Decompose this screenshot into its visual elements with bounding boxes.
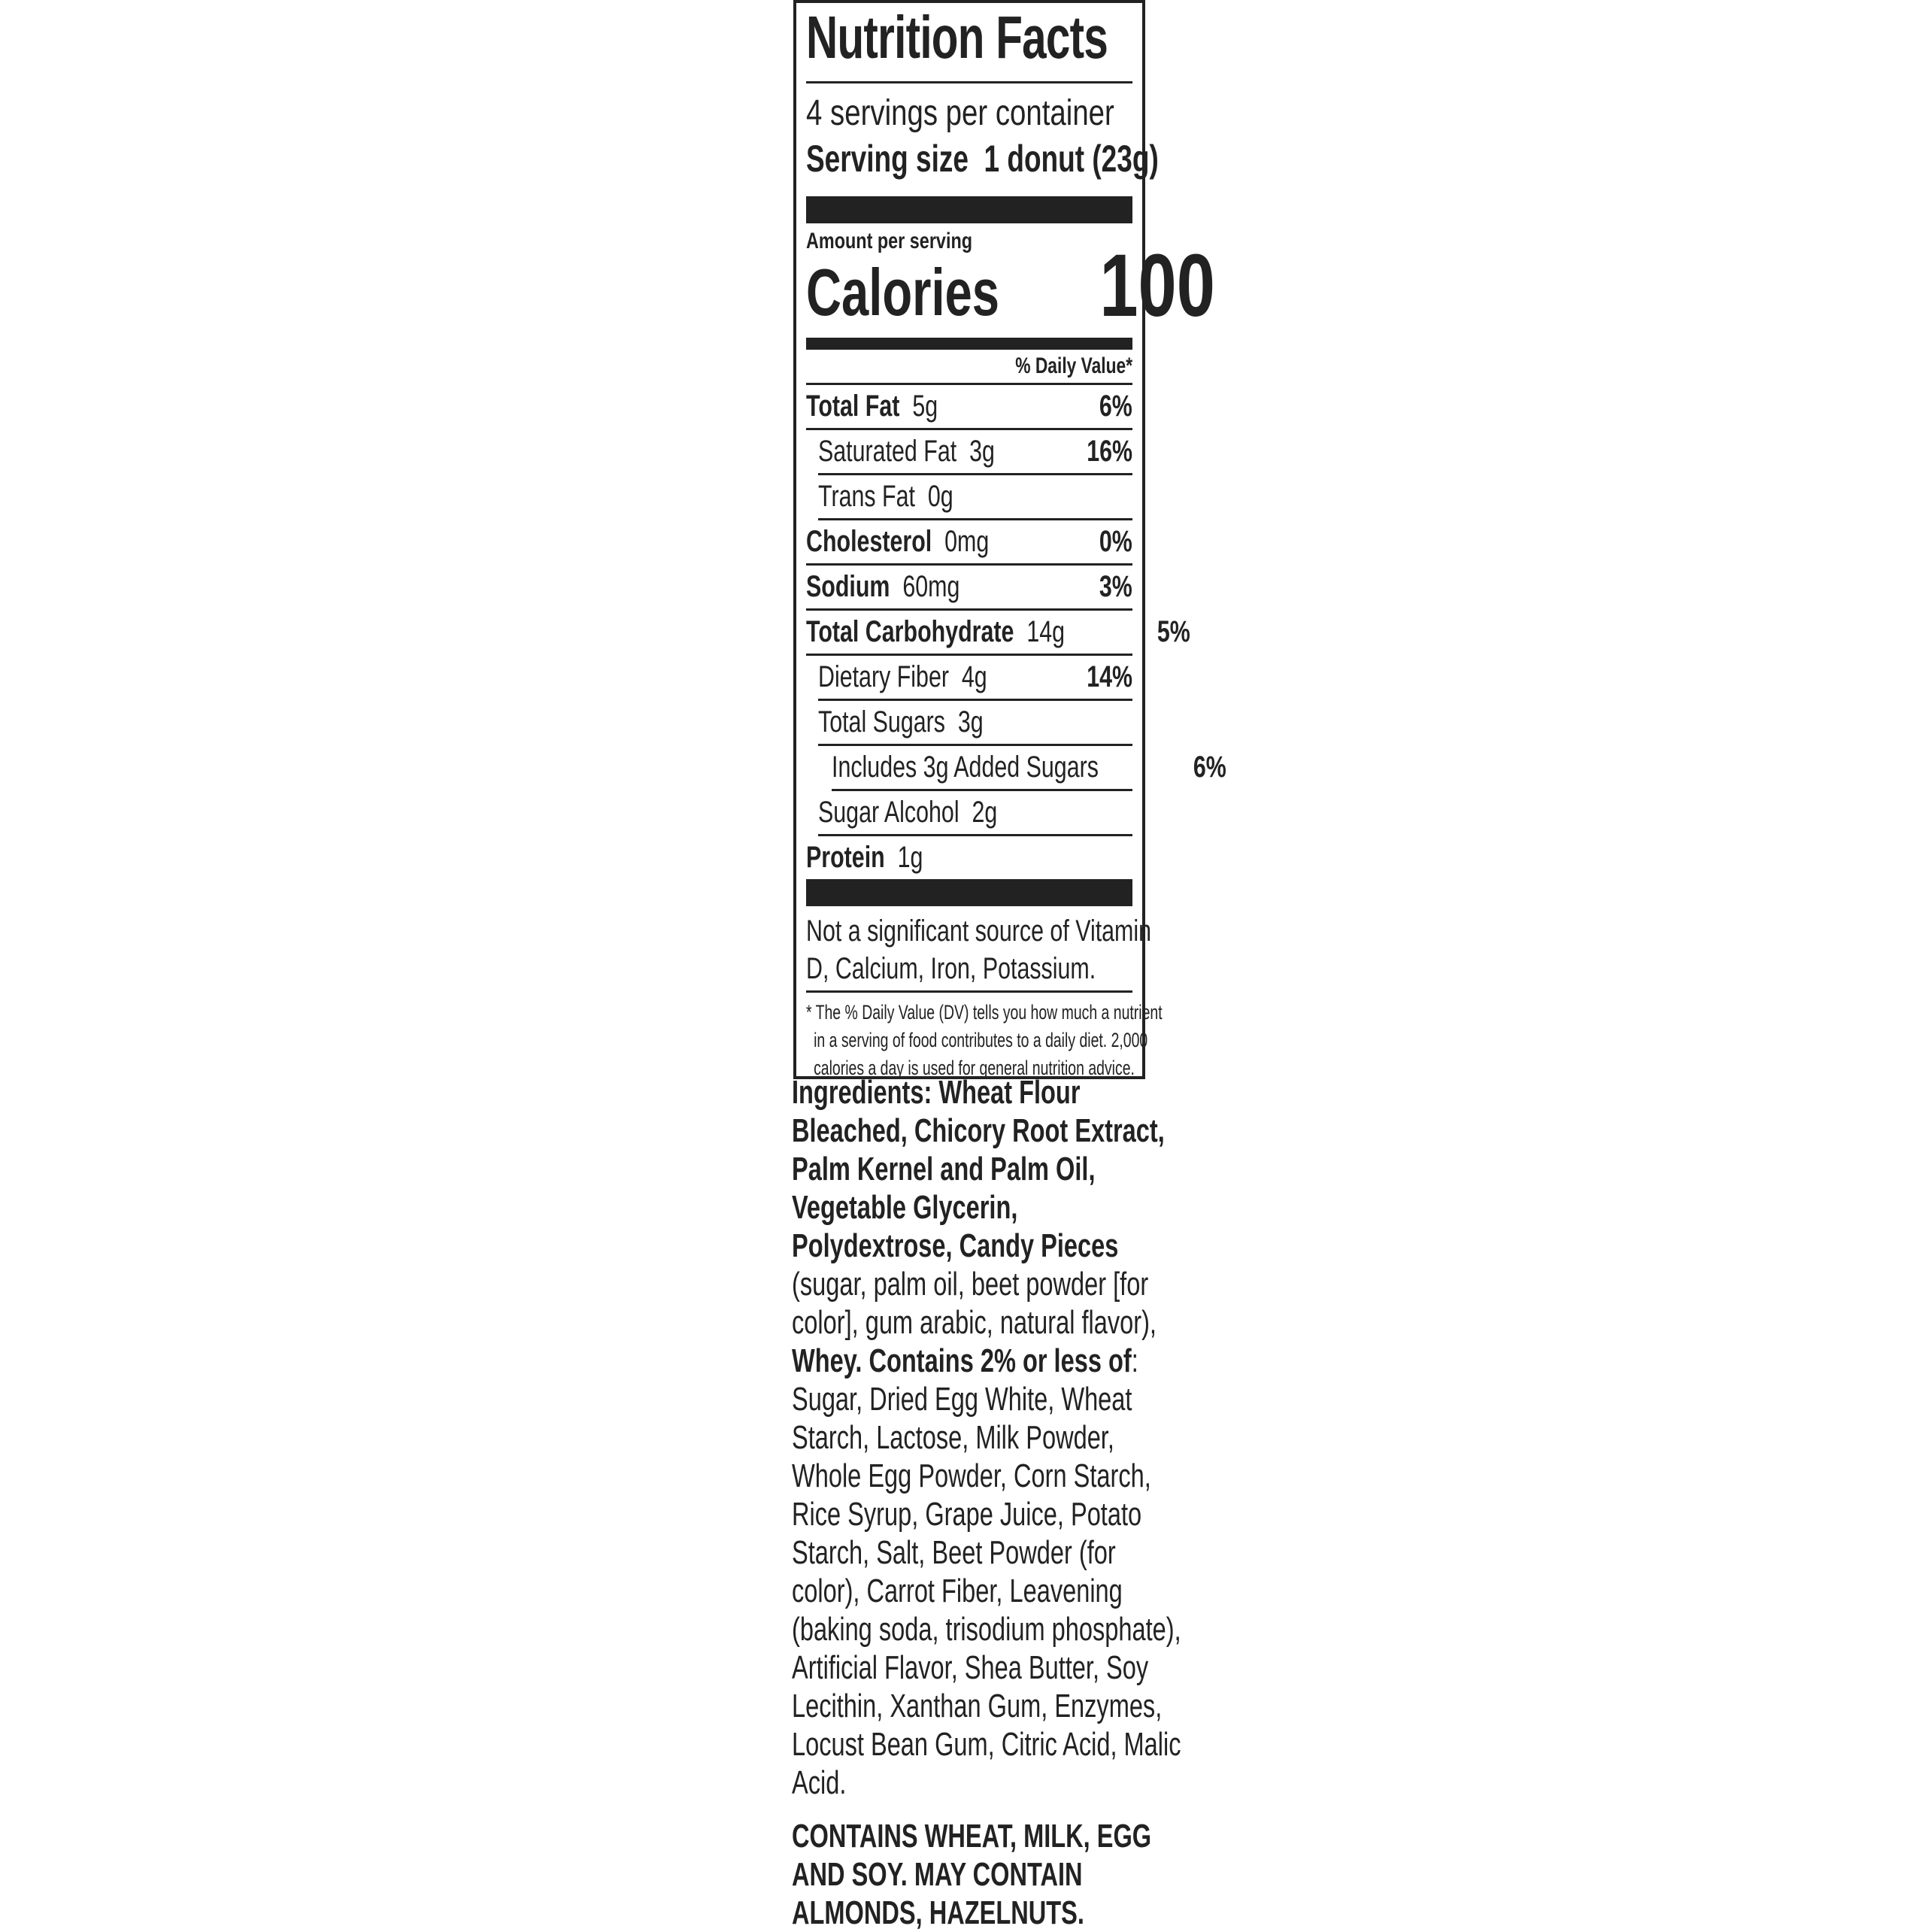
ingredients-line: Bleached, Chicory Root Extract,	[792, 1112, 1165, 1149]
ingredients-block	[792, 1073, 1183, 1932]
nutrient-row-protein	[806, 836, 1132, 879]
ingredients-line: (sugar, palm oil, beet powder [for	[792, 1266, 1149, 1303]
ingredients-line: Whey. Contains 2% or less of:	[792, 1342, 1138, 1379]
nutrient-row-trans-fat	[818, 475, 1132, 520]
nutrient-row-saturated-fat	[818, 430, 1132, 475]
not-significant-note: Not a significant source of Vitamin D, Calcium, Iron, Potassium.	[806, 906, 1132, 993]
nutrient-row-total-sugars	[818, 701, 1132, 746]
medium-divider	[806, 338, 1132, 350]
nutrient-row-added-sugars	[832, 746, 1226, 791]
nutrient-amount: 3g	[969, 435, 995, 468]
nutrient-row-dietary-fiber	[818, 656, 1132, 701]
ingredients-line: (baking soda, trisodium phosphate),	[792, 1611, 1181, 1648]
ingredients-line: Starch, Lactose, Milk Powder,	[792, 1419, 1114, 1456]
nutrient-dv: 6%	[1099, 390, 1132, 423]
nutrient-name: Sodium	[806, 570, 890, 603]
ingredients-line: Whole Egg Powder, Corn Starch,	[792, 1457, 1151, 1494]
ingredients-line: Vegetable Glycerin,	[792, 1189, 1018, 1226]
serving-size	[806, 136, 1159, 181]
nutrient-name: Includes 3g Added Sugars	[832, 751, 1099, 784]
amount-per-serving: Amount per serving	[806, 229, 973, 253]
calories-label: Calories	[806, 255, 999, 329]
nutrient-amount: 3g	[957, 705, 984, 739]
nutrient-name: Total Fat	[806, 390, 900, 423]
nutrient-amount: 0mg	[944, 525, 990, 558]
ingredients-line: color), Carrot Fiber, Leavening	[792, 1573, 1123, 1609]
ingredients-line: Acid.	[792, 1764, 847, 1801]
nutrient-row-cholesterol	[806, 520, 1132, 566]
nutrient-row-sugar-alcohol	[818, 791, 1132, 836]
ingredients-line: Artificial Flavor, Shea Butter, Soy	[792, 1649, 1149, 1686]
nutrient-dv: 5%	[1157, 615, 1190, 648]
servings-per-container: 4 servings per container	[806, 93, 1114, 133]
serving-size-value: 1 donut (23g)	[984, 138, 1159, 180]
nutrition-title: Nutrition Facts	[806, 3, 1132, 83]
ingredients-line: Ingredients: Wheat Flour	[792, 1074, 1081, 1111]
ingredients-line: Polydextrose, Candy Pieces	[792, 1227, 1119, 1264]
thick-divider-bottom	[806, 879, 1132, 906]
daily-value-footnote: * The % Daily Value (DV) tells you how much a nutrient in a serving of food contributes to a daily diet. 2,000 calories a day is used for general nutrition advice.	[806, 1001, 1163, 1079]
nutrient-amount: 1g	[897, 841, 923, 874]
nutrient-row-total-fat	[806, 385, 1132, 430]
thick-divider	[806, 196, 1132, 223]
serving-size-label: Serving size	[806, 138, 969, 180]
nutrient-name: Protein	[806, 841, 885, 874]
nutrient-amount: 14g	[1026, 615, 1066, 648]
ingredients-line: color], gum arabic, natural flavor),	[792, 1304, 1157, 1341]
nutrient-dv: 3%	[1099, 570, 1132, 603]
daily-value-header: % Daily Value*	[806, 350, 1132, 385]
ingredients-line: Lecithin, Xanthan Gum, Enzymes,	[792, 1688, 1163, 1724]
ingredients-line: Rice Syrup, Grape Juice, Potato	[792, 1496, 1142, 1533]
nutrient-amount: 4g	[961, 660, 987, 693]
nutrient-amount: 0g	[927, 480, 953, 513]
nutrient-row-total-carbohydrate	[806, 611, 1190, 656]
nutrient-amount: 60mg	[902, 570, 960, 603]
ingredients-line: Locust Bean Gum, Citric Acid, Malic	[792, 1726, 1181, 1763]
nutrient-name: Dietary Fiber	[818, 660, 950, 693]
nutrient-dv: 14%	[1087, 660, 1132, 693]
nutrient-amount: 5g	[912, 390, 938, 423]
nutrient-amount: 2g	[972, 796, 998, 829]
nutrient-dv: 0%	[1099, 525, 1132, 558]
allergen-statement: CONTAINS WHEAT, MILK, EGG AND SOY. MAY CONTAIN ALMONDS, HAZELNUTS.	[792, 1818, 1152, 1931]
nutrient-name: Sugar Alcohol	[818, 796, 959, 829]
nutrient-name: Saturated Fat	[818, 435, 957, 468]
calories-value: 100	[1099, 236, 1216, 335]
nutrient-name: Trans Fat	[818, 480, 915, 513]
nutrient-name: Cholesterol	[806, 525, 932, 558]
ingredients-line: Sugar, Dried Egg White, Wheat	[792, 1381, 1132, 1418]
ingredients-line: Starch, Salt, Beet Powder (for	[792, 1534, 1116, 1571]
nutrient-name: Total Carbohydrate	[806, 615, 1014, 648]
ingredients-line: Palm Kernel and Palm Oil,	[792, 1151, 1096, 1187]
nutrition-facts-panel	[793, 0, 1226, 1079]
nutrient-name: Total Sugars	[818, 705, 945, 739]
nutrient-row-sodium	[806, 566, 1132, 611]
nutrient-dv: 16%	[1087, 435, 1132, 468]
nutrient-dv: 6%	[1193, 751, 1226, 784]
